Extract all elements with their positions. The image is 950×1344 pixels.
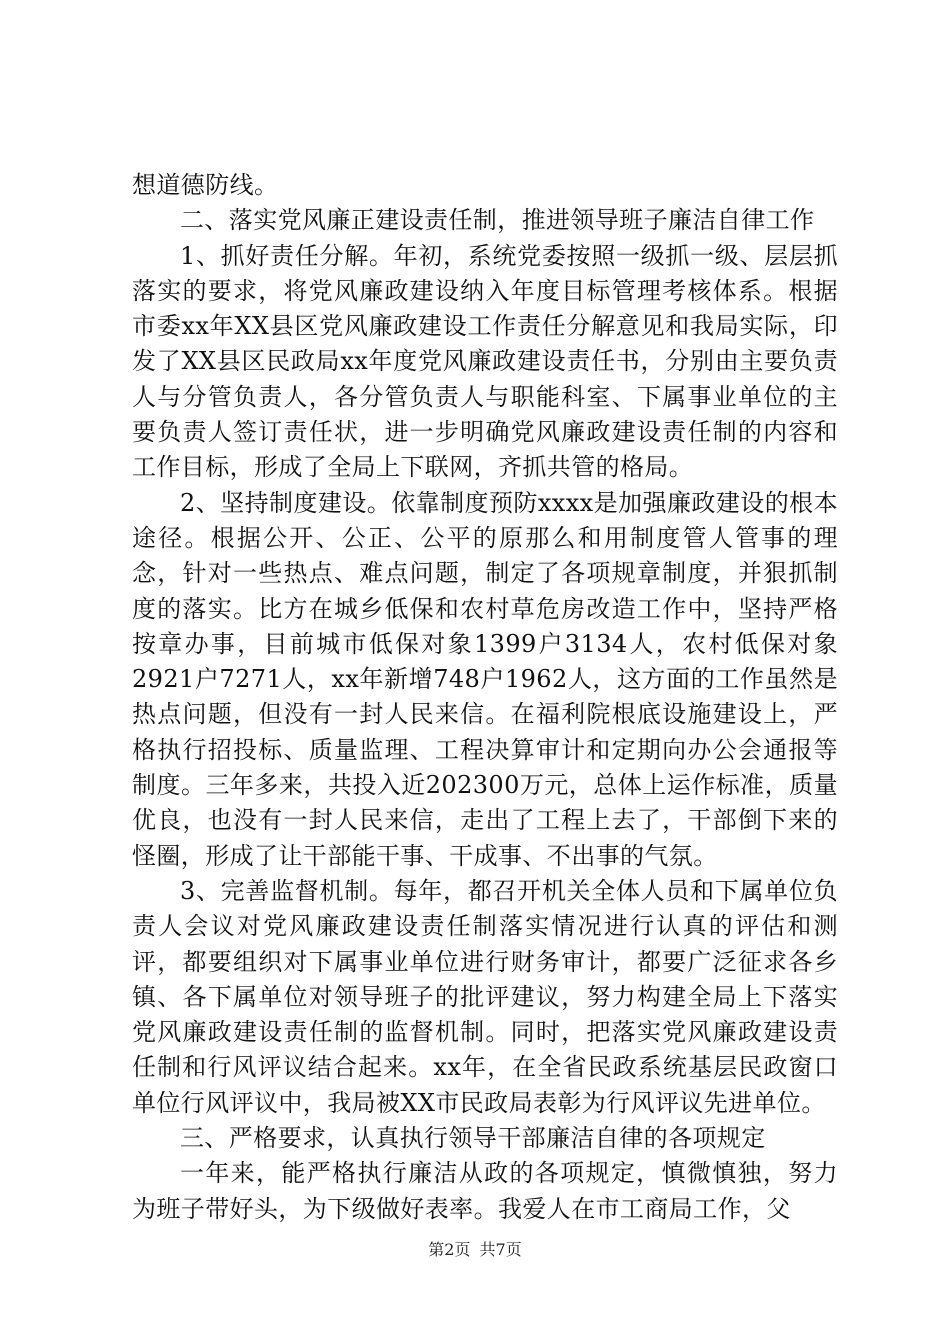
page-footer — [0, 1240, 950, 1260]
document-body — [132, 168, 838, 1227]
paragraph-system-building: 2、坚持制度建设。依靠制度预防xxxx是加强廉政建设的根本途径。根据公开、公正、公平的原那么和用制度管人管事的理念，针对一些热点、难点问题，制定了各项规章制度，并狠抓制度的落实。比方在城乡低保和农村草危房改造工作中，坚持严格按章办事，目前城市低保对象1399户3134人，农村低保对象2921户7271人，xx年新增748户1962人，这方面的工作虽然是热点问题，但没有一封人民来信。在福利院根底设施建设上，严格执行招投标、质量监理、工程决算审计和定期向办公会通报等制度。三年多来，共投入近202300万元，总体上运作标准，质量优良，也没有一封人民来信，走出了工程上去了，干部倒下来的怪圈，形成了让干部能干事、干成事、不出事的气氛。 — [132, 488, 838, 870]
page-total: 共7页 — [479, 1240, 522, 1259]
section-heading-2: 二、落实党风廉正建设责任制，推进领导班子廉洁自律工作 — [180, 206, 815, 235]
section-heading-3: 三、严格要求，认真执行领导干部廉洁自律的各项规定 — [180, 1124, 766, 1153]
paragraph-responsibility: 1、抓好责任分解。年初，系统党委按照一级抓一级、层层抓落实的要求，将党风廉政建设纳入年度目标管理考核体系。根据市委xx年XX县区党风廉政建设工作责任分解意见和我局实际，印发了XX县区民政局xx年度党风廉政建设责任书，分别由主要负责人与分管负责人，各分管负责人与职能科室、下属事业单位的主要负责人签订责任状，进一步明确党风廉政建设责任制的内容和工作目标，形成了全局上下联网，齐抓共管的格局。 — [132, 241, 838, 482]
page-number: 第2页 — [428, 1240, 471, 1259]
paragraph-supervision: 3、完善监督机制。每年，都召开机关全体人员和下属单位负责人会议对党风廉政建设责任制落实情况进行认真的评估和测评，都要组织对下属事业单位进行财务审计，都要广泛征求各乡镇、各下属单位对领导班子的批评建议，努力构建全局上下落实党风廉政建设责任制的监督机制。同时，把落实党风廉政建设责任制和行风评议结合起来。xx年，在全省民政系统基层民政窗口单位行风评议中，我局被XX市民政局表彰为行风评议先进单位。 — [132, 876, 838, 1117]
paragraph-continuation: 想道德防线。 — [132, 171, 279, 199]
paragraph-self-discipline: 一年来，能严格执行廉洁从政的各项规定，慎微慎独，努力为班子带好头，为下级做好表率。我爱人在市工商局工作，父 — [132, 1159, 838, 1223]
